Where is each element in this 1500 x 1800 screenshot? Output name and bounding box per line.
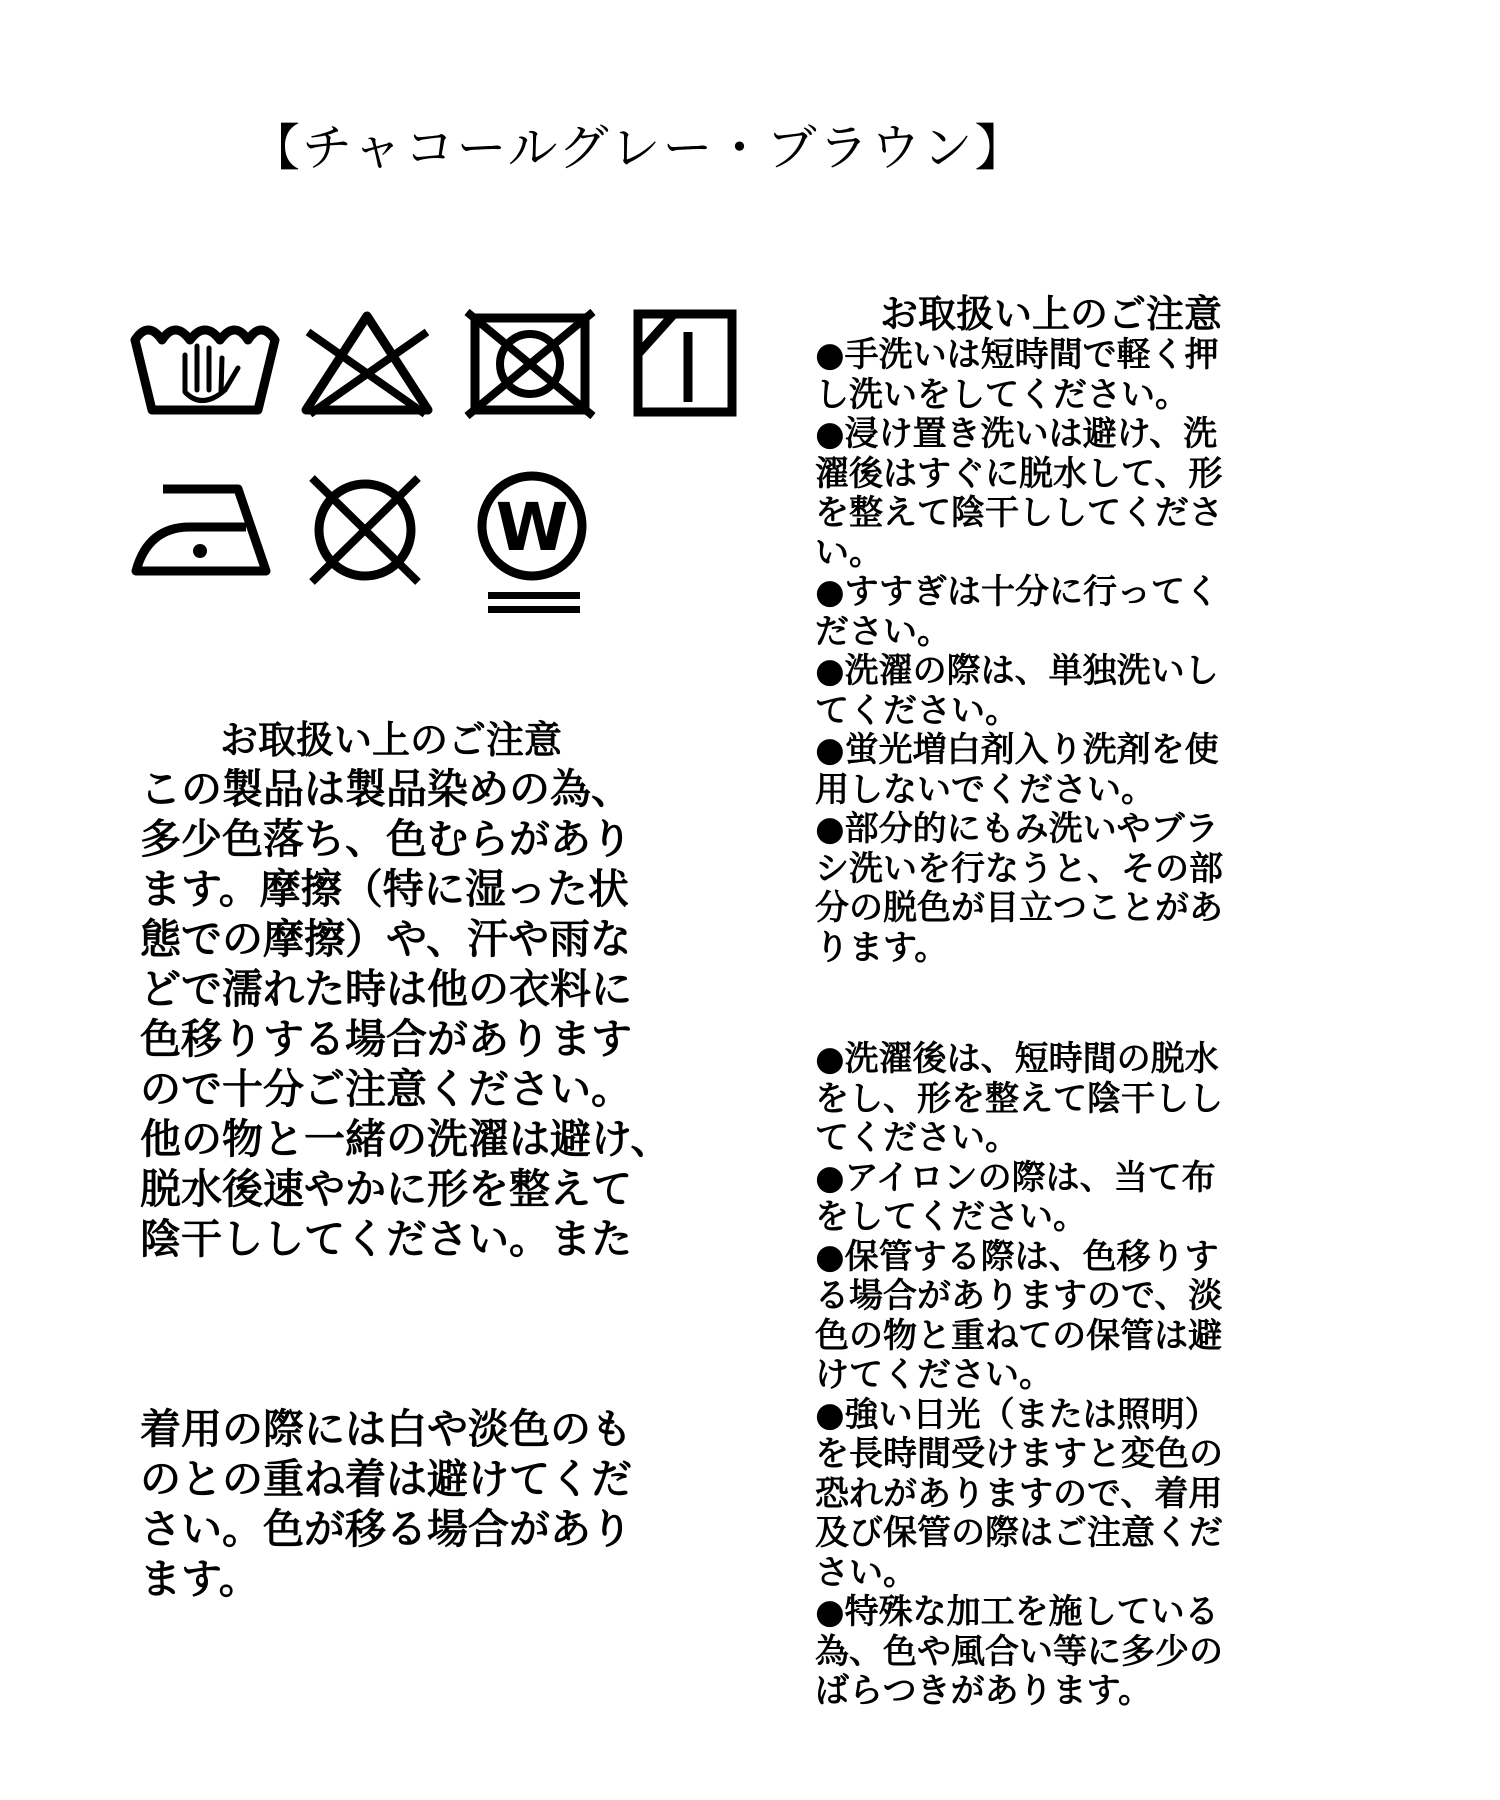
right-line: 色の物と重ねての保管は避 — [815, 1315, 1223, 1356]
right-line: い。 — [815, 532, 883, 573]
right-line: けてください。 — [815, 1355, 1053, 1395]
left-line: ます。摩擦（特に湿った状 — [140, 865, 629, 913]
right-heading: お取扱い上のご注意 — [880, 292, 1223, 336]
right-line: を長時間受けますと変色の — [815, 1434, 1223, 1474]
no-tumble-dry-icon — [465, 310, 595, 420]
right-line: ばらつきがあります。 — [815, 1671, 1152, 1711]
right-line: ●部分的にもみ洗いやブラ — [815, 809, 1219, 849]
no-bleach-triangle-icon — [300, 310, 435, 420]
right-line: る場合がありますので、淡 — [815, 1276, 1223, 1316]
right-line: し洗いをしてください。 — [815, 374, 1189, 415]
right-line: てください。 — [815, 690, 1019, 731]
left-line: 多少色落ち、色むらがあり — [140, 815, 632, 863]
left-line: さい。色が移る場合があり — [140, 1505, 632, 1553]
wet-clean-letter: W — [495, 489, 569, 566]
iron-low-temp-icon — [128, 475, 273, 585]
left-heading: お取扱い上のご注意 — [220, 718, 563, 762]
right-line: ●浸け置き洗いは避け、洗 — [815, 414, 1218, 454]
right-line: ります。 — [815, 927, 949, 968]
right-line: ●手洗いは短時間で軽く押 — [815, 335, 1219, 375]
right-line: をしてください。 — [815, 1197, 1087, 1237]
left-line: 態での摩擦）や、汗や雨な — [140, 915, 632, 963]
no-dry-clean-icon — [300, 470, 430, 590]
left-line: ので十分ご注意ください。 — [140, 1065, 632, 1113]
right-line: ●洗濯後は、短時間の脱水 — [815, 1039, 1219, 1079]
right-line: 分の脱色が目立つことがあ — [815, 888, 1223, 928]
left-line: ます。 — [140, 1555, 260, 1603]
right-line: 為、色や風合い等に多少の — [815, 1631, 1223, 1672]
right-line: 濯後はすぐに脱水して、形 — [815, 453, 1223, 494]
right-notice — [815, 292, 1355, 1712]
page-title: 【チャコールグレー・ブラウン】 — [250, 119, 1027, 177]
right-line: 恐れがありますので、着用 — [815, 1473, 1223, 1514]
wet-clean-w-icon — [470, 468, 600, 618]
right-line: ●アイロンの際は、当て布 — [815, 1157, 1216, 1198]
right-line: を整えて陰干ししてくださ — [815, 493, 1223, 533]
care-symbols — [120, 300, 760, 640]
right-line: ださい。 — [815, 611, 951, 652]
left-line: 陰干ししてください。また — [140, 1215, 632, 1263]
left-line: どで濡れた時は他の衣料に — [140, 965, 632, 1013]
left-line: 着用の際には白や淡色のも — [140, 1405, 632, 1453]
right-line: ●蛍光増白剤入り洗剤を使 — [815, 730, 1219, 770]
right-line: をし、形を整えて陰干しし — [815, 1078, 1223, 1119]
right-line: ●洗濯の際は、単独洗いし — [815, 651, 1219, 691]
left-line: 脱水後速やかに形を整えて — [140, 1165, 632, 1213]
right-line: ●特殊な加工を施している — [815, 1592, 1219, 1632]
right-line: ●保管する際は、色移りす — [815, 1236, 1219, 1277]
left-line: 他の物と一緒の洗濯は避け、 — [140, 1115, 672, 1163]
right-line: さい。 — [815, 1552, 917, 1593]
right-line: ●強い日光（または照明） — [815, 1394, 1219, 1435]
left-line: この製品は製品染めの為、 — [140, 765, 632, 813]
right-line: 及び保管の際はご注意くだ — [815, 1513, 1223, 1553]
right-line: てください。 — [815, 1118, 1019, 1158]
drip-dry-shade-icon — [630, 308, 740, 420]
left-line: のとの重ね着は避けてくだ — [140, 1455, 632, 1503]
right-line: ●すすぎは十分に行ってく — [815, 572, 1220, 612]
left-notice — [140, 718, 720, 1604]
right-line: 用しないでください。 — [815, 769, 1155, 810]
hand-wash-basin-icon — [130, 310, 280, 420]
right-line: シ洗いを行なうと、その部 — [815, 848, 1223, 889]
left-line: 色移りする場合があります — [140, 1015, 632, 1063]
